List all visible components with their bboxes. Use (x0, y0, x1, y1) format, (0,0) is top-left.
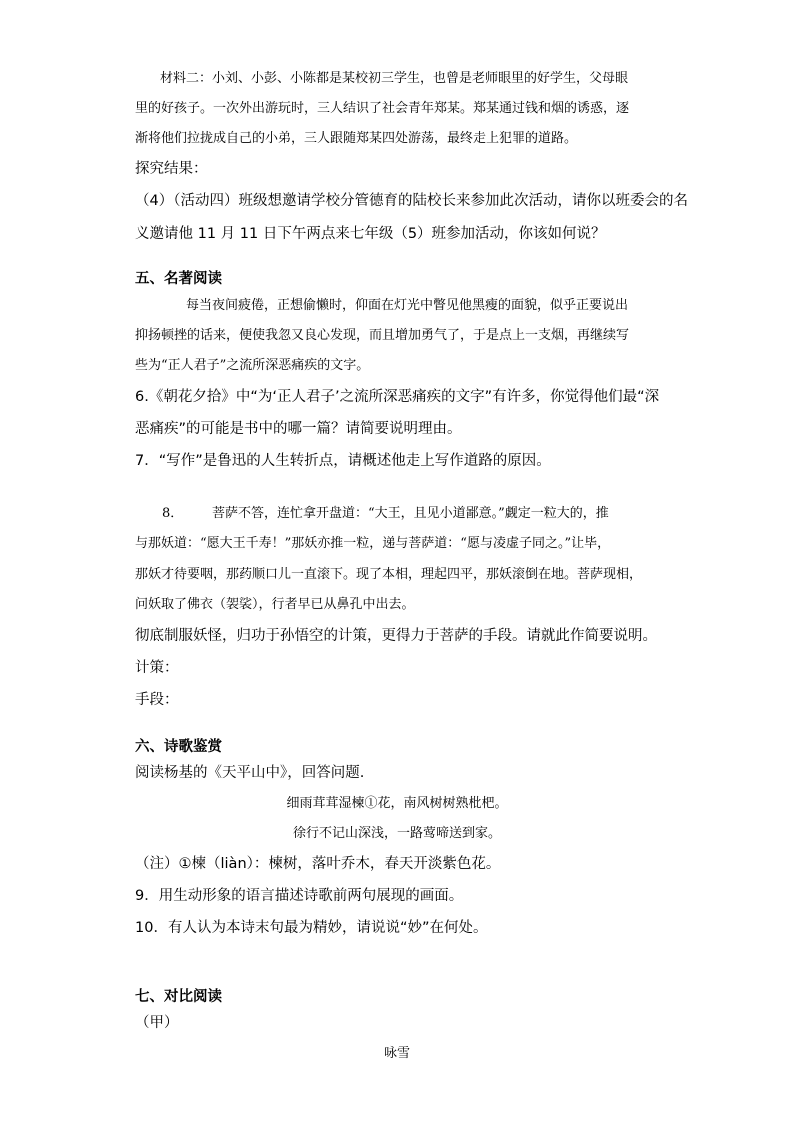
q4-line2: 义邀请他 11 月 11 日下午两点来七年级（5）班参加活动，你该如何说？ (135, 226, 606, 242)
section7-title: 七、对比阅读 (135, 989, 222, 1005)
quote1-line2: 抑扬顿挫的话来，便使我忽又良心发现，而且增加勇气了，于是点上一支烟，再继续写 (135, 328, 630, 343)
part-a-label: （甲） (135, 1015, 179, 1031)
poem-note: （注）①楝（liàn）：楝树，落叶乔木，春天开淡紫色花。 (135, 856, 501, 872)
result-label: 探究结果： (135, 161, 208, 177)
quote1-line3: 些为“正人君子”之流所深恶痛疾的文字。 (135, 358, 370, 373)
material2-line3: 渐将他们拉拢成自己的小弟，三人跟随郑某四处游荡，最终走上犯罪的道路。 (135, 131, 578, 146)
section6-title: 六、诗歌鉴赏 (135, 739, 222, 755)
material2-line1: 材料二：小刘、小彭、小陈都是某校初三学生，也曾是老师眼里的好学生，父母眼 (160, 71, 629, 86)
material2-line2: 里的好孩子。一次外出游玩时，三人结识了社会青年郑某。郑某通过钱和烟的诱惑，逐 (135, 101, 630, 116)
q8-quote-line1: 菩萨不答，连忙拿开盘道：“大王，且见小道鄙意。”觑定一粒大的，推 (212, 506, 609, 521)
poem-line2: 徐行不记山深浅，一路莺啼送到家。 (292, 826, 501, 841)
label-plan: 计策： (135, 660, 179, 676)
q8-quote-line3: 那妖才待要咽，那药顺口儿一直滚下。现了本相，理起四平，那妖滚倒在地。菩萨现相， (135, 567, 643, 582)
quote1-line1: 每当夜间疲倦，正想偷懒时，仰面在灯光中瞥见他黑瘦的面貌，似乎正要说出 (186, 298, 629, 313)
q8-quote-line4: 问妖取了佛衣（袈裟），行者早已从鼻孔中出去。 (135, 597, 415, 612)
poem-line1: 细雨茸茸湿楝①花，南风树树熟枇杷。 (286, 796, 508, 811)
q8-quote-line2: 与那妖道：“愿大王千寿！”那妖亦推一粒，递与菩萨道：“愿与凌虚子同之。”让毕， (135, 536, 611, 551)
q7: 7．“写作”是鲁迅的人生转折点，请概述他走上写作道路的原因。 (135, 453, 551, 469)
label-means: 手段： (135, 692, 179, 708)
section5-title: 五、名著阅读 (135, 271, 222, 287)
q6-line2: 恶痛疾”的可能是书中的哪一篇？请简要说明理由。 (135, 421, 462, 437)
section6-intro: 阅读杨基的《天平山中》，回答问题. (135, 765, 365, 781)
poem-title-yongxue: 咏雪 (383, 1046, 410, 1061)
q4-line1: （4）（活动四）班级想邀请学校分管德育的陆校长来参加此次活动，请你以班委会的名 (135, 193, 688, 209)
q6-line1: 6.《朝花夕拾》中“为‘正人君子’之流所深恶痛疾的文字”有许多，你觉得他们最“深 (135, 389, 660, 405)
q8-number: 8． (162, 506, 184, 521)
q9: 9．用生动形象的语言描述诗歌前两句展现的画面。 (135, 888, 464, 904)
q8-prompt: 彻底制服妖怪，归功于孙悟空的计策，更得力于菩萨的手段。请就此作简要说明。 (135, 628, 657, 644)
q10: 10．有人认为本诗末句最为精妙，请说说“妙”在何处。 (135, 920, 488, 936)
